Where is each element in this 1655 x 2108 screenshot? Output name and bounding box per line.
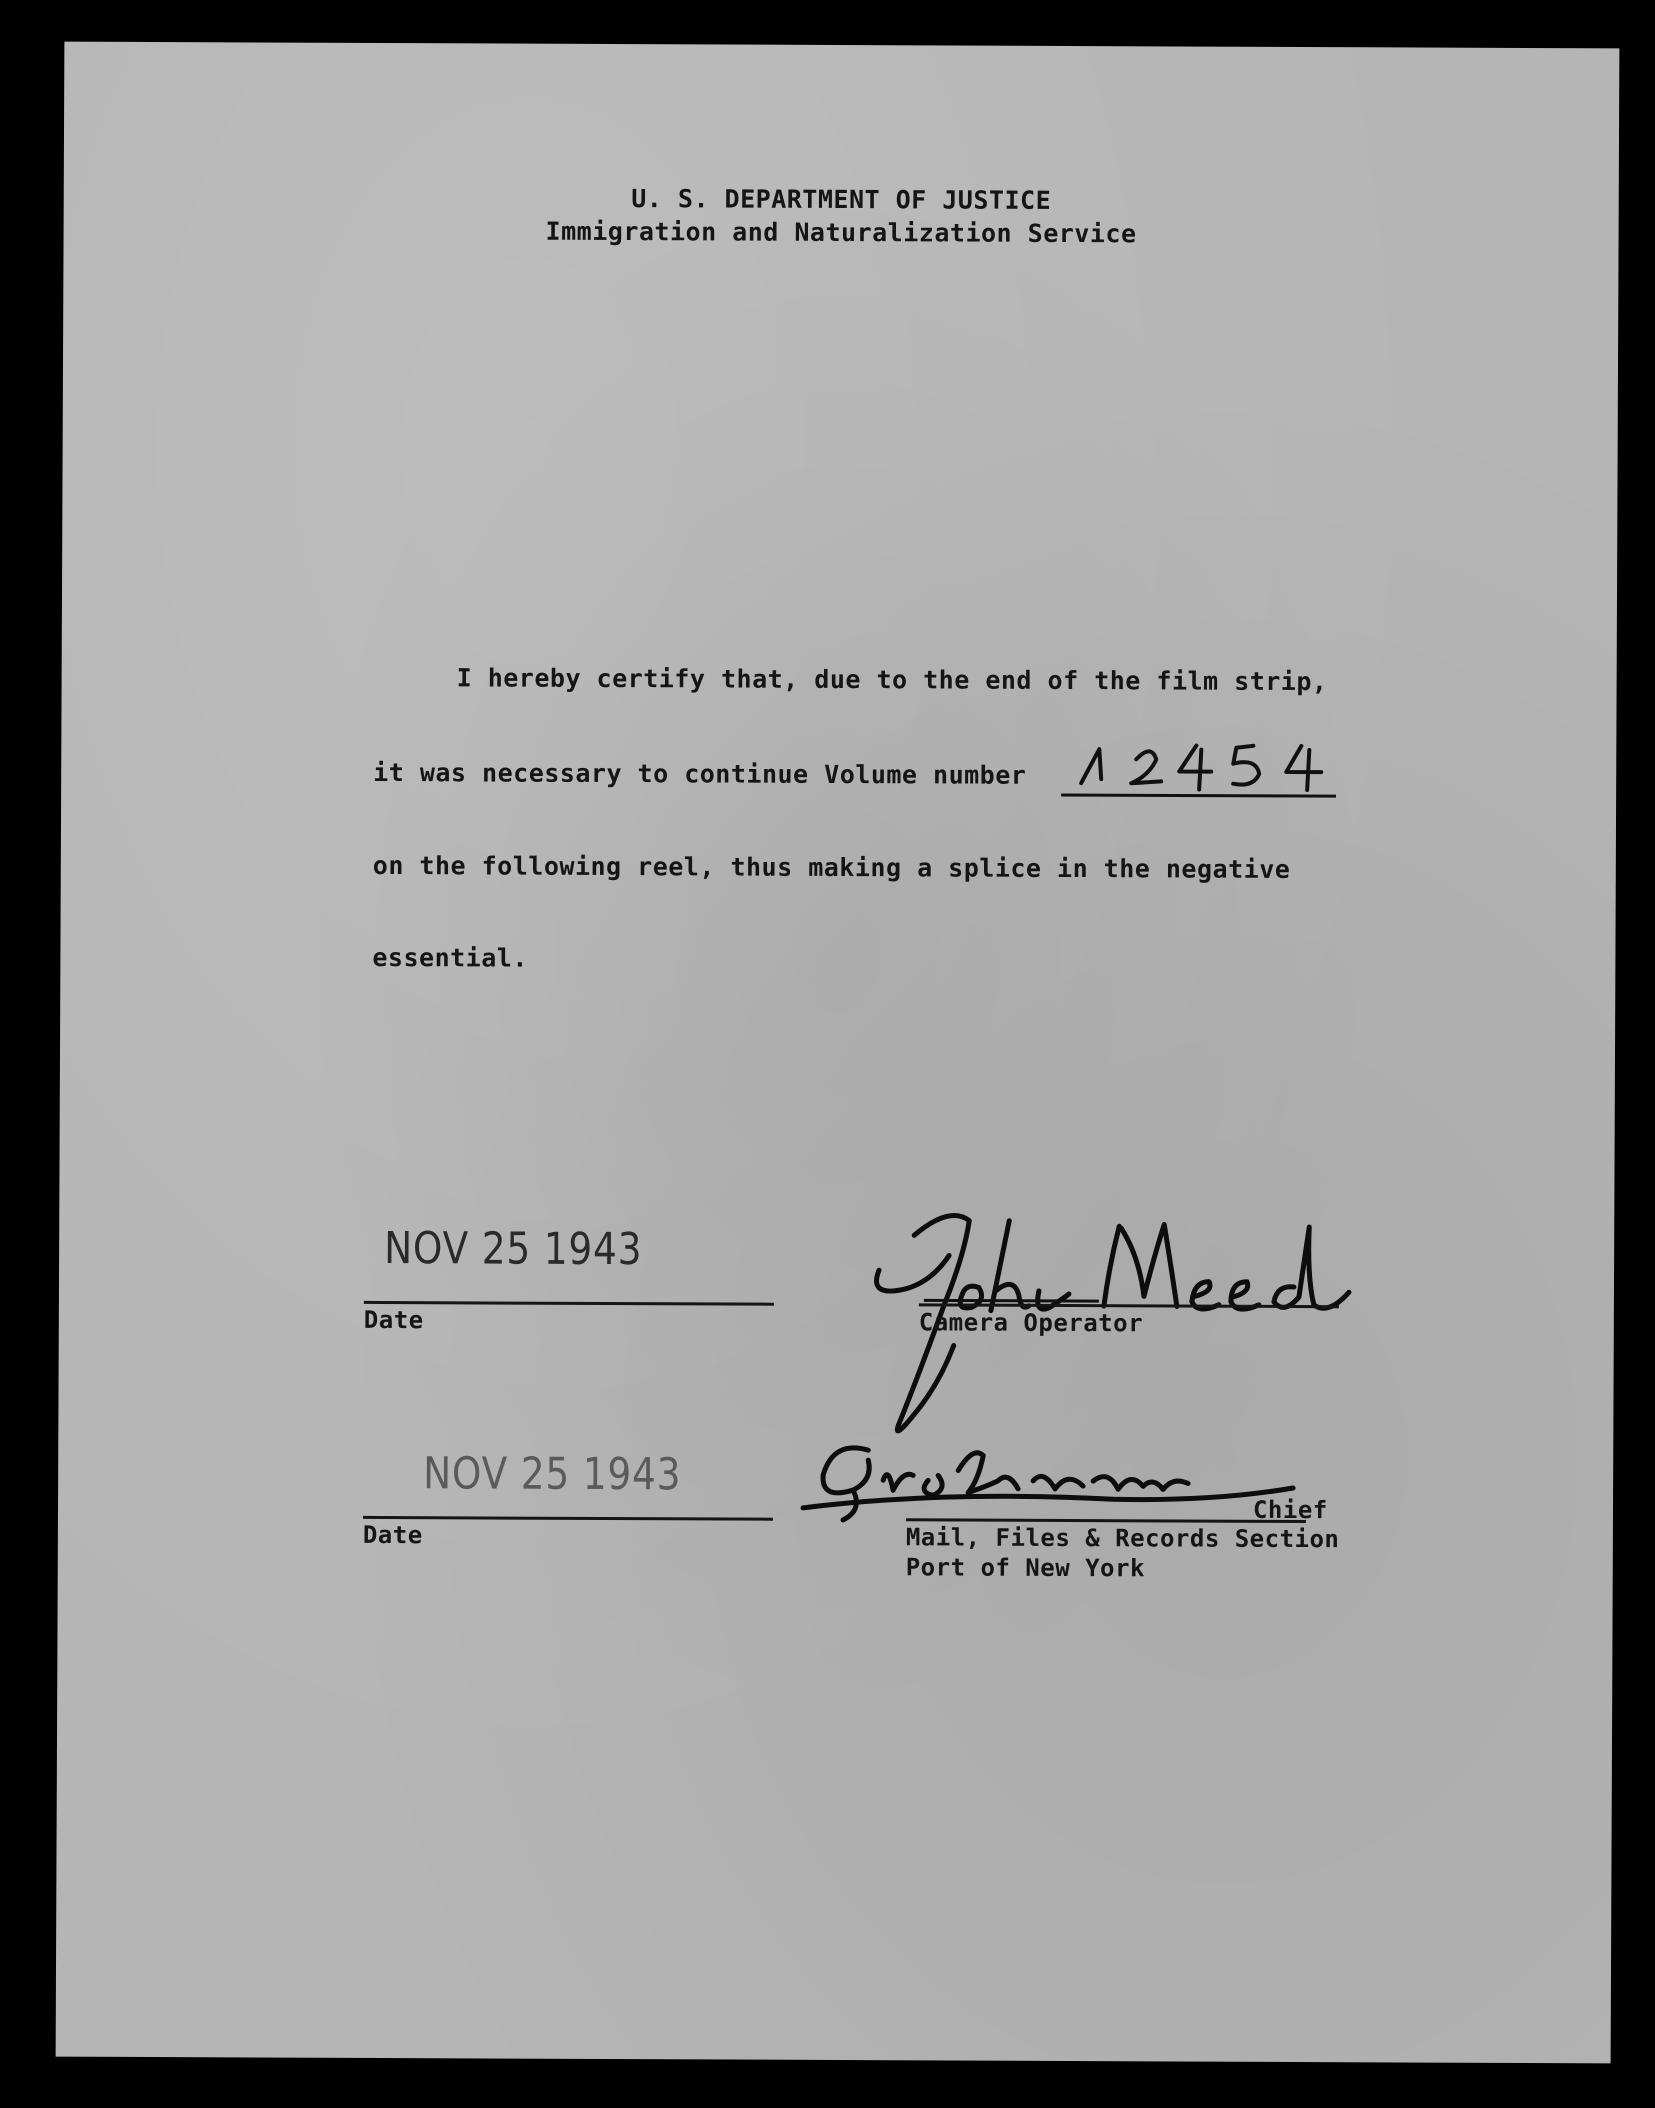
certification-line-4: essential. [372, 942, 528, 973]
document-page [56, 42, 1620, 2064]
certification-line-2: it was necessary to continue Volume number [373, 757, 1027, 790]
date-line-1 [364, 1301, 774, 1306]
service-heading: Immigration and Naturalization Service [545, 216, 1137, 249]
camera-operator-label: Camera Operator [918, 1308, 1144, 1338]
date-label-2: Date [362, 1520, 423, 1550]
certification-line-1: I hereby certify that, due to the end of the film strip, [456, 663, 1328, 697]
volume-number-text: 12454 [1061, 730, 1064, 732]
volume-number-handwritten [1061, 731, 1336, 802]
chief-title-label: Chief [1252, 1495, 1328, 1525]
date-line-2 [363, 1516, 773, 1521]
chief-signature [793, 1430, 1313, 1532]
date-stamp-1: NOV 25 1943 [384, 1223, 643, 1276]
date-stamp-2: NOV 25 1943 [423, 1448, 682, 1501]
certification-line-3: on the following reel, thus making a splice in the negative [372, 850, 1291, 884]
date-label-1: Date [363, 1305, 424, 1335]
department-heading: U. S. DEPARTMENT OF JUSTICE [631, 184, 1052, 215]
port-label: Port of New York [905, 1553, 1146, 1583]
section-label: Mail, Files & Records Section [905, 1523, 1340, 1554]
